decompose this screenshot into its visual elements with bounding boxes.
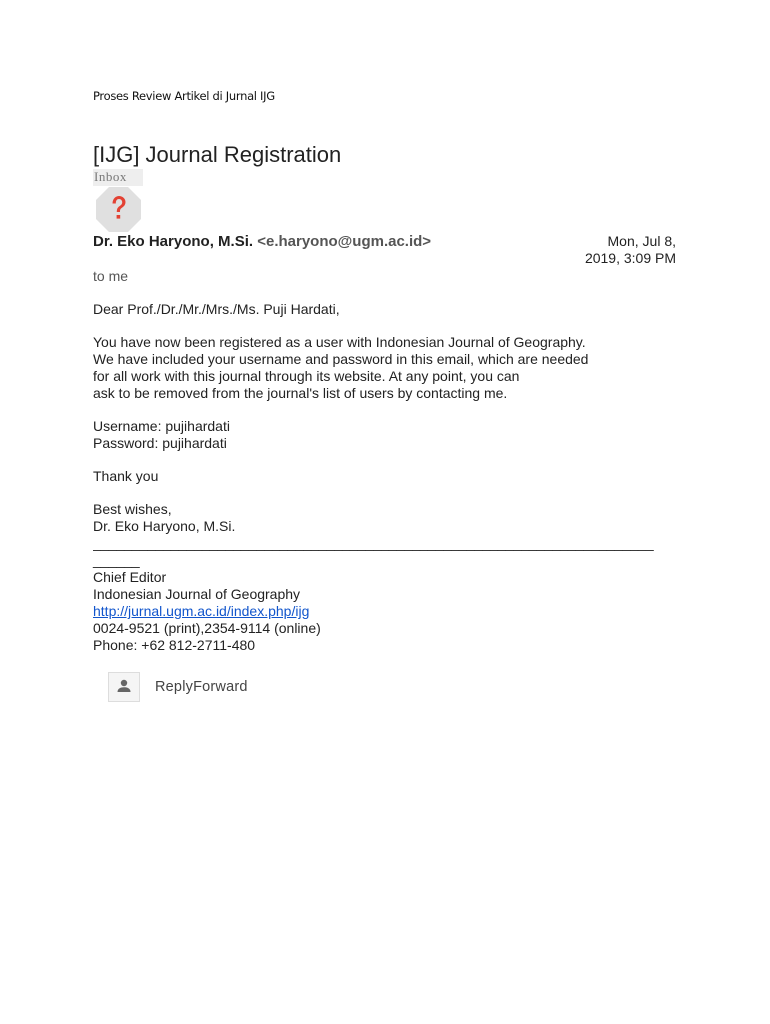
username-text: Username: pujihardati (93, 418, 230, 434)
question-mark-icon (95, 186, 142, 233)
greeting-text: Dear Prof./Dr./Mr./Mrs./Ms. Puji Hardati, (93, 301, 340, 317)
closing-text: Best wishes, (93, 501, 172, 517)
signature-block (93, 501, 693, 654)
registration-paragraph (93, 334, 693, 402)
reply-forward-links[interactable]: ReplyForward (155, 679, 248, 695)
sender-name[interactable]: Dr. Eko Haryono, M.Si. (93, 233, 254, 250)
person-icon (116, 678, 132, 694)
email-subject: [IJG] Journal Registration (93, 142, 342, 167)
signature-title: Chief Editor (93, 569, 167, 585)
recipient-label[interactable]: to me (93, 268, 129, 284)
email-body (93, 301, 693, 654)
signature-separator: ________________________________________________________________________ (93, 535, 654, 551)
thanks (93, 468, 693, 485)
paragraph-line: We have included your username and password in this email, which are needed (93, 351, 589, 367)
recipient-avatar (108, 672, 140, 702)
paragraph-line: ask to be removed from the journal's list of users by contacting me. (93, 385, 508, 401)
sender-line (93, 233, 431, 250)
signature-org: Indonesian Journal of Geography (93, 586, 301, 602)
paragraph-line: You have now been registered as a user with Indonesian Journal of Geography. (93, 334, 586, 350)
thanks-text: Thank you (93, 468, 159, 484)
date-line-2: 2019, 3:09 PM (584, 250, 676, 266)
document-header: Proses Review Artikel di Jurnal IJG (93, 89, 275, 103)
phone-text: Phone: +62 812-2711-480 (93, 637, 256, 653)
password-text: Password: pujihardati (93, 435, 227, 451)
journal-link[interactable]: http://jurnal.ugm.ac.id/index.php/ijg (93, 603, 310, 619)
issn-text: 0024-9521 (print),2354-9114 (online) (93, 620, 321, 636)
signature-name: Dr. Eko Haryono, M.Si. (93, 518, 236, 534)
date-line-1: Mon, Jul 8, (607, 233, 676, 249)
greeting (93, 301, 693, 318)
inbox-label[interactable]: Inbox (93, 169, 143, 186)
email-date (536, 233, 676, 267)
paragraph-line: for all work with this journal through its website. At any point, you can (93, 368, 520, 384)
signature-separator-tail: ______ (93, 552, 140, 568)
credentials (93, 418, 693, 452)
sender-email[interactable]: <e.haryono@ugm.ac.id> (257, 233, 432, 250)
sender-avatar (95, 186, 142, 233)
